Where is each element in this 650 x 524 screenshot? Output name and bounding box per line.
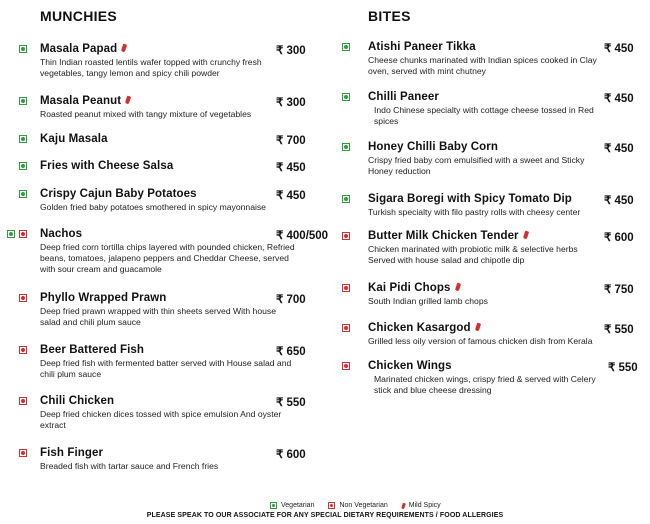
item-price: ₹ 600	[604, 232, 634, 244]
item-description: Thin Indian roasted lentils wafer topped with crunchy fresh vegetables, tangy lemon and spicy chili powder	[40, 57, 262, 78]
item-description: Deep fried prawn wrapped with thin sheets served With house salad and chili plum sauce	[40, 306, 276, 327]
item-name: Chicken Wings	[368, 360, 452, 372]
item-name: Chicken Kasargod	[368, 322, 471, 334]
item-name: Nachos	[40, 228, 83, 240]
item-name: Crispy Cajun Baby Potatoes	[40, 188, 197, 200]
item-price: ₹ 450	[604, 195, 634, 207]
item-name: Butter Milk Chicken Tender	[368, 230, 519, 242]
non-veg-icon	[19, 346, 27, 354]
item-description: Deep fried corn tortilla chips layered with pounded chicken, Refried beans, tomatoes, jalapeno peppers and Cheddar Cheese, served with sour cream and guacamole	[40, 242, 295, 274]
item-price: ₹ 400/500	[276, 230, 329, 242]
non-veg-icon	[19, 449, 27, 457]
item-price: ₹ 700	[276, 294, 306, 306]
munchies-heading: MUNCHIES	[40, 8, 118, 24]
legend-nonveg-label: Non Vegetarian	[339, 502, 388, 509]
item-price: ₹ 450	[604, 143, 634, 155]
item-price: ₹ 550	[276, 397, 306, 409]
legend-spicy-label: Mild Spicy	[408, 502, 441, 509]
non-veg-icon	[342, 284, 350, 292]
item-description: Marinated chicken wings, crispy fried & served with Celery stick and blue cheese dressing	[374, 374, 596, 395]
chili-icon	[125, 96, 131, 105]
item-price: ₹ 750	[604, 284, 634, 296]
item-description: Chicken marinated with probiotic milk & selective herbs Served with house salad and chipotle dip	[368, 244, 578, 265]
item-name: Fries with Cheese Salsa	[40, 160, 174, 172]
item-description: Roasted peanut mixed with tangy mixture of vegetables	[40, 109, 252, 119]
veg-icon	[19, 97, 27, 105]
chili-legend-icon	[401, 502, 406, 509]
bites-heading: BITES	[368, 8, 411, 24]
non-veg-icon	[342, 324, 350, 332]
chili-icon	[474, 323, 480, 332]
veg-icon	[19, 190, 27, 198]
item-price: ₹ 550	[604, 324, 634, 336]
veg-icon	[342, 43, 350, 51]
veg-icon	[19, 45, 27, 53]
item-name: Atishi Paneer Tikka	[368, 41, 476, 53]
chili-icon	[121, 44, 127, 53]
item-name: Phyllo Wrapped Prawn	[40, 292, 167, 304]
chili-icon	[454, 283, 460, 292]
item-description: Deep fried fish with fermented batter served with House salad and chili plum sauce	[40, 358, 292, 379]
item-description: Breaded fish with tartar sauce and French fries	[40, 461, 219, 471]
item-price: ₹ 300	[276, 45, 306, 57]
non-veg-icon	[19, 294, 27, 302]
veg-icon	[19, 162, 27, 170]
item-name: Beer Battered Fish	[40, 344, 145, 356]
item-price: ₹ 450	[604, 93, 634, 105]
non-veg-icon	[342, 232, 350, 240]
item-name: Fish Finger	[40, 447, 104, 459]
item-name: Chilli Paneer	[368, 91, 439, 103]
item-name: Kaju Masala	[40, 133, 108, 145]
item-description: Cheese chunks marinated with Indian spices cooked in Clay oven, served with mint chutney	[368, 55, 597, 76]
item-description: Crispy fried baby corn emulsified with a sweet and Sticky Honey reduction	[368, 155, 585, 176]
item-name: Masala Peanut	[40, 95, 122, 107]
item-name: Kai Pidi Chops	[368, 282, 451, 294]
item-price: ₹ 450	[276, 190, 306, 202]
item-name: Masala Papad	[40, 43, 118, 55]
item-price: ₹ 450	[604, 43, 634, 55]
veg-icon	[7, 230, 15, 238]
non-veg-legend-icon	[328, 502, 335, 509]
veg-legend-icon	[270, 502, 277, 509]
item-description: Grilled less oily version of famous chicken dish from Kerala	[368, 336, 593, 346]
item-price: ₹ 700	[276, 135, 306, 147]
item-price: ₹ 600	[276, 449, 306, 461]
item-description: Turkish specialty with filo pastry rolls with cheesy center	[368, 207, 581, 217]
dietary-footer-note: PLEASE SPEAK TO OUR ASSOCIATE FOR ANY SPECIAL DIETARY REQUIREMENTS / FOOD ALLERGIES	[146, 512, 504, 519]
item-price: ₹ 300	[276, 97, 306, 109]
veg-icon	[19, 135, 27, 143]
non-veg-icon	[19, 397, 27, 405]
item-name: Chili Chicken	[40, 395, 115, 407]
legend	[270, 502, 441, 509]
non-veg-icon	[342, 362, 350, 370]
veg-icon	[342, 93, 350, 101]
item-name: Sigara Boregi with Spicy Tomato Dip	[368, 193, 572, 205]
item-name: Honey Chilli Baby Corn	[368, 141, 498, 153]
item-description: South Indian grilled lamb chops	[368, 296, 488, 306]
non-veg-icon	[19, 230, 27, 238]
item-description: Golden fried baby potatoes smothered in spicy mayonnaise	[40, 202, 266, 212]
item-description: Deep fried chicken dices tossed with spice emulsion And oyster extract	[40, 409, 282, 430]
item-price: ₹ 550	[608, 362, 638, 374]
chili-icon	[523, 231, 529, 240]
item-price: ₹ 650	[276, 346, 306, 358]
veg-icon	[342, 195, 350, 203]
item-description: Indo Chinese specialty with cottage cheese tossed in Red spices	[374, 105, 594, 126]
item-price: ₹ 450	[276, 162, 306, 174]
veg-icon	[342, 143, 350, 151]
legend-veg-label: Vegetarian	[281, 502, 315, 509]
